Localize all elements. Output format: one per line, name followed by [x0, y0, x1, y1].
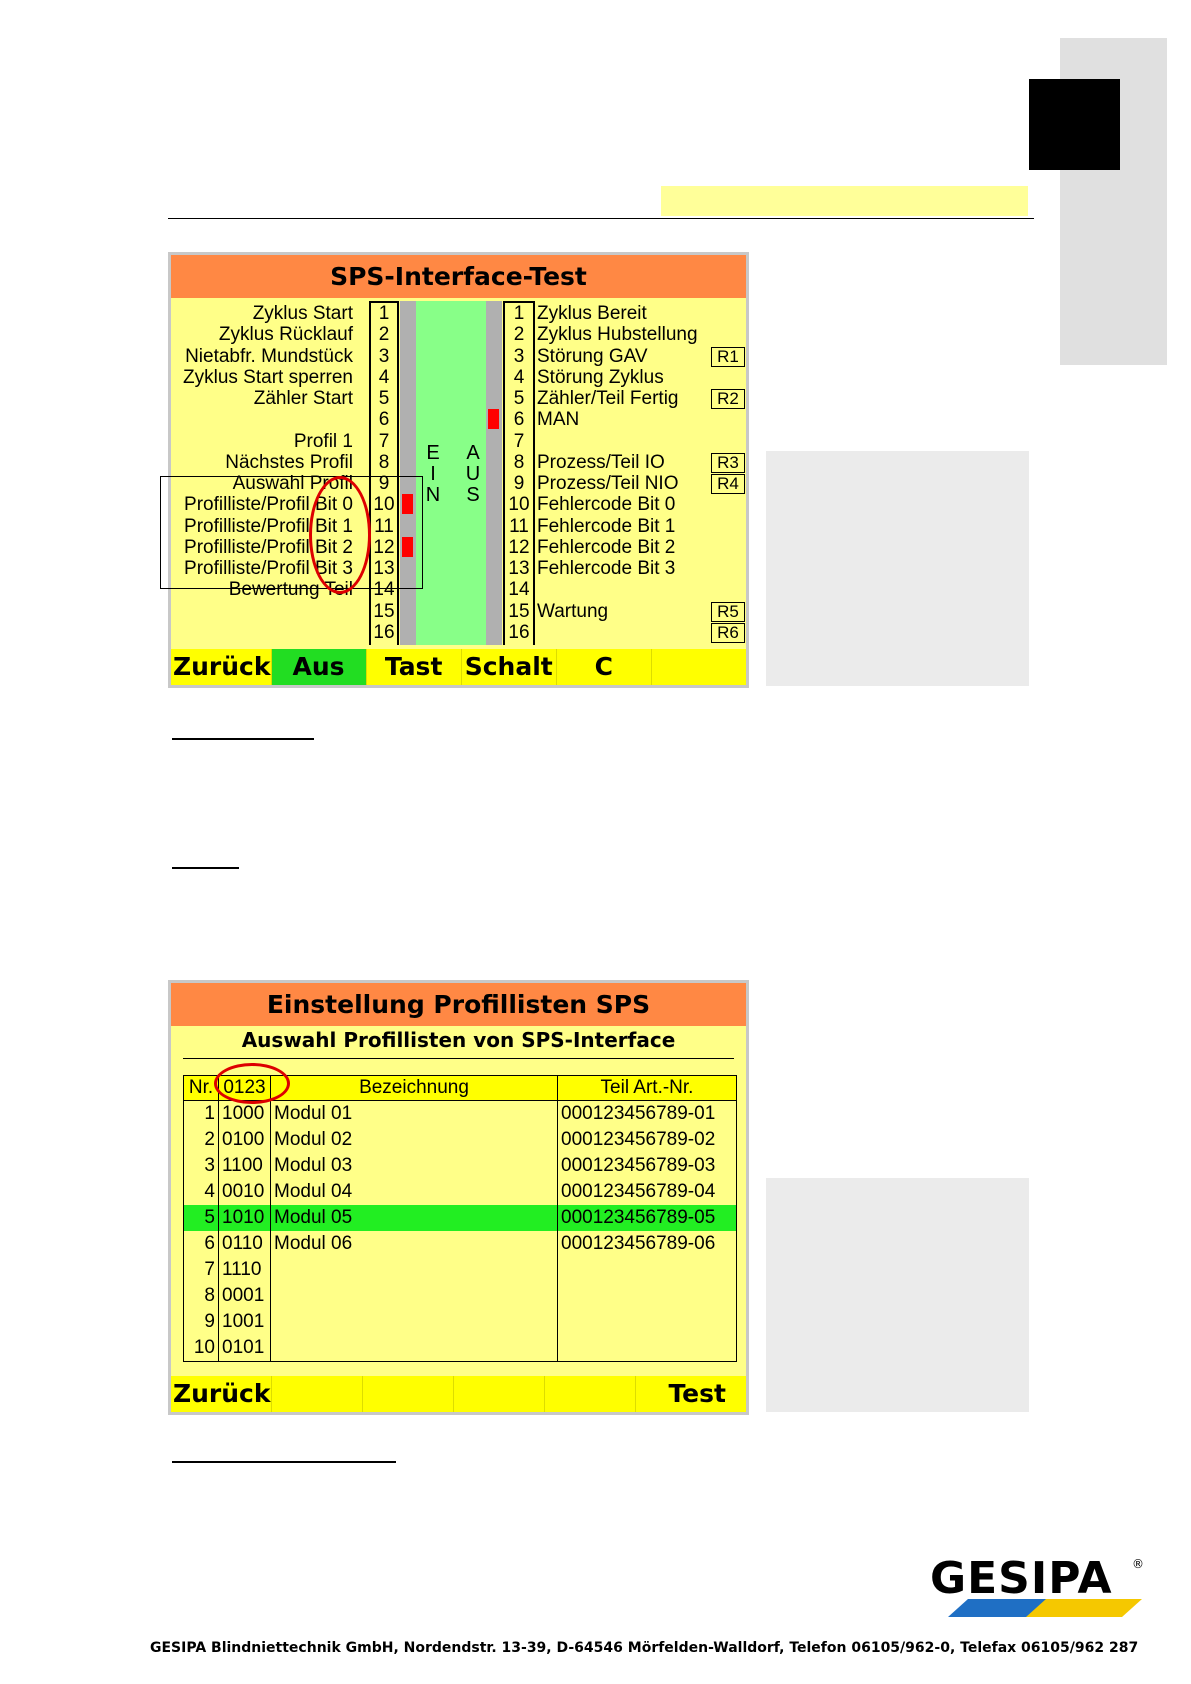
input-number: 6: [378, 409, 390, 431]
side-note-box-2: [766, 1178, 1029, 1412]
output-number: 6: [513, 409, 525, 431]
cell-nr: 2: [184, 1127, 219, 1153]
softkey-empty-1[interactable]: [271, 1376, 362, 1412]
cell-art-nr: 000123456789-05: [558, 1205, 737, 1231]
input-label: Profilliste/Profil Bit 1: [184, 515, 353, 537]
profillisten-sps-screen: [168, 980, 749, 1415]
col-header-art-nr: Teil Art.-Nr.: [558, 1076, 737, 1101]
ein-letter: N: [425, 484, 441, 506]
input-label: Zyklus Start: [252, 303, 353, 324]
output-number: 10: [508, 494, 530, 516]
cell-nr: 1: [184, 1101, 219, 1128]
heading-underline-2: [172, 867, 239, 869]
cell-code: 1010: [219, 1205, 271, 1231]
chapter-marker-block: [1029, 79, 1120, 170]
input-number: 13: [373, 558, 395, 579]
softkey-bar: [171, 649, 746, 685]
subtitle-rule: [183, 1058, 734, 1059]
input-number: 1: [378, 303, 390, 324]
cell-art-nr: 000123456789-04: [558, 1179, 737, 1205]
cell-nr: 6: [184, 1231, 219, 1257]
cell-bezeichnung: Modul 02: [271, 1127, 558, 1153]
gesipa-logo: [930, 1555, 1142, 1627]
input-number: 3: [378, 345, 390, 367]
input-number: 12: [373, 536, 395, 558]
softkey-aus[interactable]: Aus: [271, 649, 366, 685]
output-label: Prozess/Teil IO: [537, 451, 665, 473]
output-label: Zähler/Teil Fertig: [537, 388, 679, 409]
relay-tag: R6: [711, 623, 745, 643]
cell-nr: 5: [184, 1205, 219, 1231]
output-label: Fehlercode Bit 0: [537, 494, 676, 516]
registered-mark: ®: [1132, 1557, 1144, 1571]
aus-letter: A: [466, 442, 480, 464]
input-label: Zyklus Start sperren: [183, 366, 353, 388]
output-number: 16: [508, 621, 530, 643]
table-row[interactable]: [184, 1179, 737, 1205]
table-row[interactable]: [184, 1309, 737, 1335]
table-row[interactable]: [184, 1205, 737, 1231]
annotation-circle-bits: [309, 476, 371, 594]
output-number: 5: [513, 388, 525, 409]
input-number: 8: [378, 451, 390, 473]
logo-wordmark: GESIPA: [930, 1553, 1113, 1604]
table-row[interactable]: [184, 1153, 737, 1179]
input-label: Auswahl Profil: [232, 473, 353, 494]
input-number: 4: [378, 366, 390, 388]
input-number: 15: [373, 600, 395, 622]
output-number: 15: [508, 600, 530, 622]
table-row[interactable]: [184, 1127, 737, 1153]
footer-address: GESIPA Blindniettechnik GmbH, Nordendstr. 13-39, D-64546 Mörfelden-Walldorf, Telefon 06105/962-0, Telefax 06105/962 287: [150, 1640, 1139, 1656]
cell-code: 0101: [219, 1335, 271, 1362]
header-highlight: [661, 186, 1028, 216]
output-number: 14: [508, 579, 530, 601]
softkey-empty[interactable]: [651, 649, 746, 685]
col-header-nr: Nr.: [184, 1076, 219, 1101]
cell-bezeichnung: Modul 03: [271, 1153, 558, 1179]
input-label: Zähler Start: [253, 388, 353, 409]
ein-letter: E: [426, 442, 440, 464]
cell-nr: 10: [184, 1335, 219, 1362]
output-label: Wartung: [537, 600, 609, 622]
input-indicator-strip: [400, 301, 416, 645]
cell-bezeichnung: [271, 1309, 558, 1335]
cell-art-nr: [558, 1309, 737, 1335]
table-row[interactable]: [184, 1335, 737, 1362]
cell-code: 1001: [219, 1309, 271, 1335]
heading-underline-1: [172, 738, 314, 740]
sps-interface-test-screen: [168, 252, 749, 688]
output-label: Prozess/Teil NIO: [537, 473, 679, 494]
relay-tag: R3: [711, 453, 745, 473]
profile-list-table: [183, 1075, 737, 1362]
output-6-active-indicator: [488, 409, 499, 429]
cell-art-nr: 000123456789-01: [558, 1101, 737, 1128]
softkey-c[interactable]: C: [556, 649, 651, 685]
input-label: Profil 1: [293, 430, 353, 452]
cell-code: 0100: [219, 1127, 271, 1153]
annotation-circle-code-column: [214, 1063, 290, 1104]
cell-bezeichnung: Modul 04: [271, 1179, 558, 1205]
screen-title: Einstellung Profillisten SPS: [171, 983, 746, 1026]
output-label: MAN: [537, 409, 580, 431]
heading-underline-3: [172, 1461, 396, 1463]
softkey-schalt[interactable]: Schalt: [461, 649, 556, 685]
aus-letter: U: [465, 463, 481, 485]
table-row[interactable]: [184, 1283, 737, 1309]
softkey-back[interactable]: Zurück: [171, 649, 271, 685]
cell-bezeichnung: [271, 1335, 558, 1362]
cell-art-nr: [558, 1257, 737, 1283]
cell-art-nr: 000123456789-06: [558, 1231, 737, 1257]
input-number: 11: [374, 515, 394, 537]
input-label: Profilliste/Profil Bit 2: [184, 536, 353, 558]
screen-subtitle: Auswahl Profillisten von SPS-Interface: [241, 1028, 676, 1052]
input-number: 10: [373, 494, 395, 516]
cell-code: 1100: [219, 1153, 271, 1179]
col-header-code: 0123: [219, 1076, 271, 1101]
cell-bezeichnung: Modul 01: [271, 1101, 558, 1128]
cell-code: 0110: [219, 1231, 271, 1257]
output-indicator-strip: [486, 301, 502, 645]
table-row[interactable]: [184, 1101, 737, 1128]
input-number: 2: [378, 324, 390, 346]
table-row[interactable]: [184, 1231, 737, 1257]
relay-tag: R5: [711, 602, 745, 622]
ein-letter: I: [430, 463, 436, 485]
output-label: Störung Zyklus: [537, 366, 664, 388]
cell-code: 0001: [219, 1283, 271, 1309]
col-header-bezeichnung: Bezeichnung: [271, 1076, 558, 1101]
softkey-bar: [171, 1376, 746, 1412]
softkey-empty-4[interactable]: [544, 1376, 635, 1412]
cell-code: 1110: [219, 1257, 271, 1283]
cell-nr: 7: [184, 1257, 219, 1283]
output-label: Zyklus Hubstellung: [537, 324, 698, 346]
relay-tag: R2: [711, 389, 745, 409]
output-number: 7: [513, 430, 525, 452]
cell-art-nr: [558, 1335, 737, 1362]
cell-bezeichnung: Modul 05: [271, 1205, 558, 1231]
output-label: Fehlercode Bit 1: [537, 515, 676, 537]
input-label: Nächstes Profil: [225, 451, 353, 473]
output-number: 12: [508, 536, 530, 558]
input-number: 16: [373, 621, 395, 643]
cell-code: 0010: [219, 1179, 271, 1205]
relay-tag: R1: [711, 347, 745, 367]
input-number: 7: [378, 430, 390, 452]
output-number: 4: [513, 366, 525, 388]
output-number: 3: [513, 345, 525, 367]
screen-title: SPS-Interface-Test: [171, 255, 746, 298]
input-number: 14: [373, 579, 395, 601]
cell-nr: 8: [184, 1283, 219, 1309]
cell-bezeichnung: [271, 1283, 558, 1309]
softkey-test[interactable]: Test: [635, 1376, 746, 1412]
output-label: Zyklus Bereit: [537, 303, 647, 324]
input-number: 5: [378, 388, 390, 409]
softkey-back[interactable]: Zurück: [171, 1376, 271, 1412]
table-row[interactable]: [184, 1257, 737, 1283]
cell-code: 1000: [219, 1101, 271, 1128]
output-number: 11: [509, 515, 529, 537]
output-label: Fehlercode Bit 2: [537, 536, 676, 558]
output-number: 13: [508, 558, 530, 579]
softkey-empty-3[interactable]: [453, 1376, 544, 1412]
cell-art-nr: [558, 1283, 737, 1309]
cell-art-nr: 000123456789-02: [558, 1127, 737, 1153]
input-label: Bewertung Teil: [228, 579, 353, 601]
output-number: 1: [513, 303, 525, 324]
softkey-empty-2[interactable]: [362, 1376, 453, 1412]
cell-nr: 9: [184, 1309, 219, 1335]
side-note-box-1: [766, 451, 1029, 686]
cell-art-nr: 000123456789-03: [558, 1153, 737, 1179]
aus-letter: S: [466, 484, 480, 506]
annotation-rectangle: [160, 476, 423, 589]
input-column-border-right: [397, 301, 399, 645]
input-label: Profilliste/Profil Bit 3: [184, 558, 353, 579]
input-label: Nietabfr. Mundstück: [185, 345, 353, 367]
input-label: Zyklus Rücklauf: [218, 324, 353, 346]
output-label: Störung GAV: [537, 345, 648, 367]
header-rule: [168, 218, 1034, 219]
input-number: 9: [378, 473, 390, 494]
output-number: 2: [513, 324, 525, 346]
output-column-border-right: [533, 301, 535, 645]
cell-bezeichnung: Modul 06: [271, 1231, 558, 1257]
relay-tag: R4: [711, 474, 745, 494]
output-label: Fehlercode Bit 3: [537, 558, 676, 579]
input-label: Profilliste/Profil Bit 0: [184, 494, 353, 516]
cell-bezeichnung: [271, 1257, 558, 1283]
cell-nr: 4: [184, 1179, 219, 1205]
softkey-tast[interactable]: Tast: [366, 649, 461, 685]
output-number: 9: [513, 473, 525, 494]
output-number: 8: [513, 451, 525, 473]
cell-nr: 3: [184, 1153, 219, 1179]
